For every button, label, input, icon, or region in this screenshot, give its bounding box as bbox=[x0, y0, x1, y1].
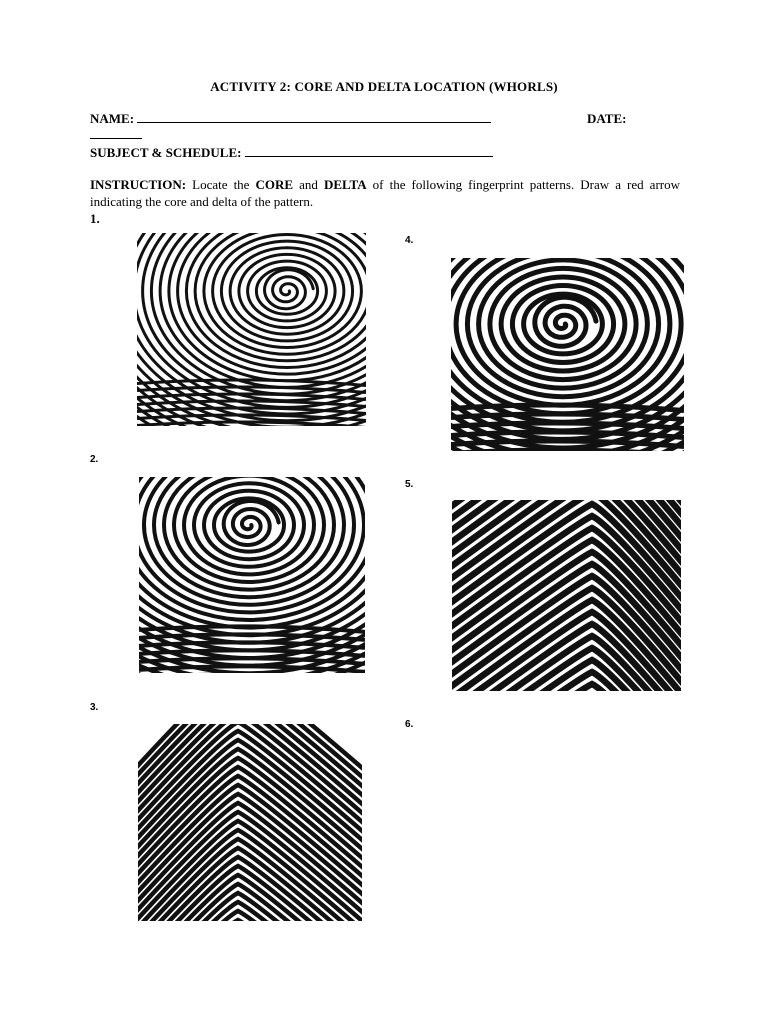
subject-field bbox=[90, 145, 493, 161]
core-word: CORE bbox=[255, 177, 294, 192]
instruction-text bbox=[90, 176, 680, 210]
instruction-label: INSTRUCTION: bbox=[90, 177, 187, 192]
name-field bbox=[90, 111, 491, 127]
fingerprint-image-5[interactable] bbox=[452, 500, 681, 691]
item-number-2: 2. bbox=[90, 454, 99, 465]
item-number-6: 6. bbox=[405, 719, 414, 730]
instruction-part: of the following fingerprint patterns. Draw a red arrow indicating the core and delta of the pattern. bbox=[90, 177, 680, 209]
subject-blank[interactable] bbox=[245, 145, 493, 157]
fingerprint-image-2[interactable] bbox=[139, 477, 365, 673]
fingerprint-image-3[interactable] bbox=[138, 724, 362, 921]
fingerprint-image-4[interactable] bbox=[451, 258, 684, 451]
item-number-1: 1. bbox=[90, 211, 100, 226]
instruction-part: and bbox=[293, 177, 324, 192]
item-number-3: 3. bbox=[90, 702, 99, 713]
fingerprint-image-1[interactable] bbox=[137, 233, 366, 426]
delta-word: DELTA bbox=[323, 177, 367, 192]
name-label: NAME: bbox=[90, 111, 135, 126]
name-blank[interactable] bbox=[137, 111, 491, 123]
date-label: DATE: bbox=[587, 111, 627, 126]
item-number-5: 5. bbox=[405, 479, 414, 490]
date-field bbox=[587, 111, 626, 127]
date-blank[interactable] bbox=[90, 127, 142, 139]
page-title: ACTIVITY 2: CORE AND DELTA LOCATION (WHORLS) bbox=[210, 79, 558, 94]
subject-label: SUBJECT & SCHEDULE: bbox=[90, 145, 242, 160]
item-number-4: 4. bbox=[405, 235, 414, 246]
instruction-part: Locate the bbox=[186, 177, 256, 192]
